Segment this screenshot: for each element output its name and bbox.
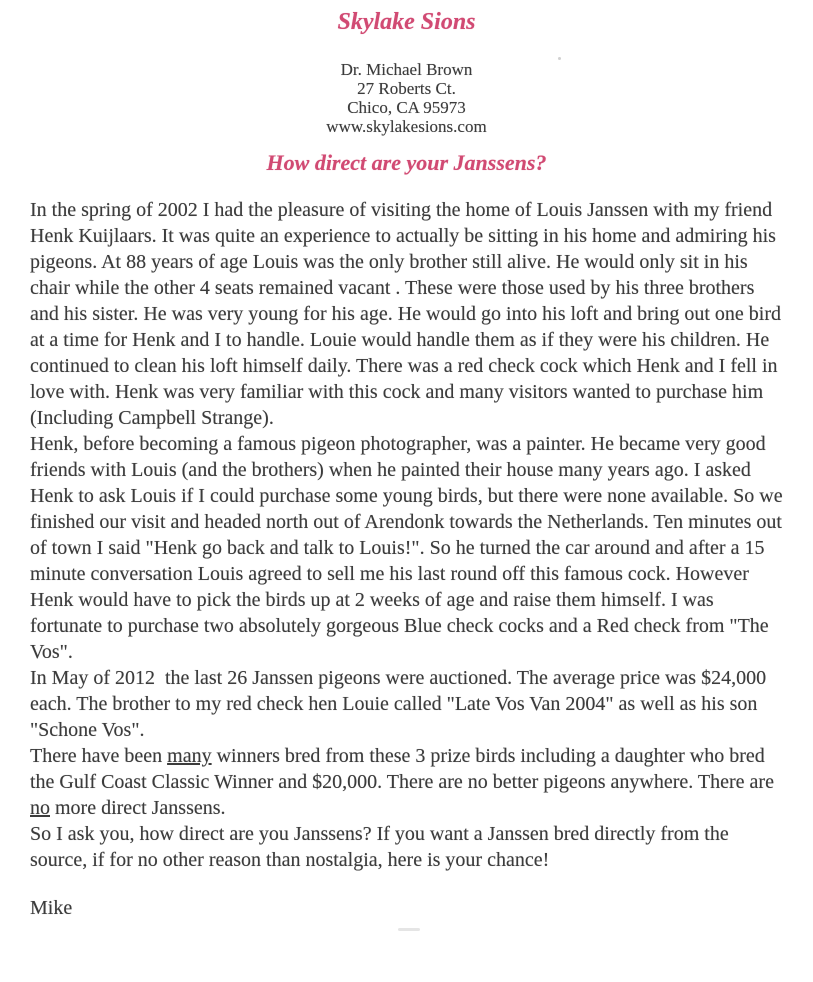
letterhead-title: Skylake Sions <box>337 9 476 35</box>
underlined-word-no: no <box>30 797 50 819</box>
letter-body <box>0 197 813 873</box>
letter-subject-heading: How direct are your Janssens? <box>266 150 547 175</box>
address-website: www.skylakesions.com <box>326 117 487 136</box>
paragraph-text: In May of 2012 the last 26 Janssen pigeons were auctioned. The average price was $24,000 each. The brother to my red check hen Louie called "Late Vos Van 2004" as well as his son "Schone Vos". <box>30 667 772 741</box>
paragraph-text: So I ask you, how direct are you Janssens? If you want a Janssen bred directly from the source, if for no other reason than nostalgia, here is your chance! <box>30 823 734 871</box>
scan-artifact-speck <box>558 57 561 60</box>
address-city: Chico, CA 95973 <box>347 98 466 117</box>
paragraph-text: Henk, before becoming a famous pigeon photographer, was a painter. He became very good friends with Louis (and the brothers) when he painted their house many years ago. I asked Henk to ask Louis if I could purchase some young birds, but there were none available. So we finished our visit and headed north out of Arendonk towards the Netherlands. Ten minutes out of town I said "Henk go back and talk to Louis!". So he turned the car around and after a 15 minute conversation Louis agreed to sell me his last round off this famous cock. However Henk would have to pick the birds up at 2 weeks of age and raise them himself. I was fortunate to purchase two absolutely gorgeous Blue check cocks and a Red check from "The Vos". <box>30 433 788 663</box>
paragraph-winners <box>30 743 785 821</box>
scan-artifact-smudge <box>398 928 420 931</box>
paragraph-henk-story <box>30 431 788 665</box>
paragraph-auction <box>30 665 785 743</box>
paragraph-closing <box>30 821 785 873</box>
address-name: Dr. Michael Brown <box>340 60 473 79</box>
underlined-word-many: many <box>167 745 212 767</box>
letterhead-address-block <box>0 60 813 136</box>
paragraph-visit-story <box>30 197 785 431</box>
paragraph-text: In the spring of 2002 I had the pleasure of visiting the home of Louis Janssen with my friend Henk Kuijlaars. It was quite an experience to actually be sitting in his home and admiring his pigeons. At 88 years of age Louis was the only brother still alive. He would only sit in his chair while the other 4 seats remained vacant . These were those used by his three brothers and his sister. He was very young for his age. He would go into his loft and bring out one bird at a time for Henk and I to handle. Louie would handle them as if they were his children. He continued to clean his loft himself daily. There was a red check cock which Henk and I fell in love with. Henk was very familiar with this cock and many visitors wanted to purchase him (Including Campbell Strange). <box>30 199 786 429</box>
paragraph-text: more direct Janssens. <box>50 797 226 819</box>
address-street: 27 Roberts Ct. <box>357 79 456 98</box>
paragraph-text: winners bred from these 3 prize birds including a daughter who bred the Gulf Coast Classic Winner and $20,000. There are no better pigeons anywhere. There are <box>30 745 779 793</box>
signature: Mike <box>30 897 73 919</box>
paragraph-text: There have been <box>30 745 168 767</box>
